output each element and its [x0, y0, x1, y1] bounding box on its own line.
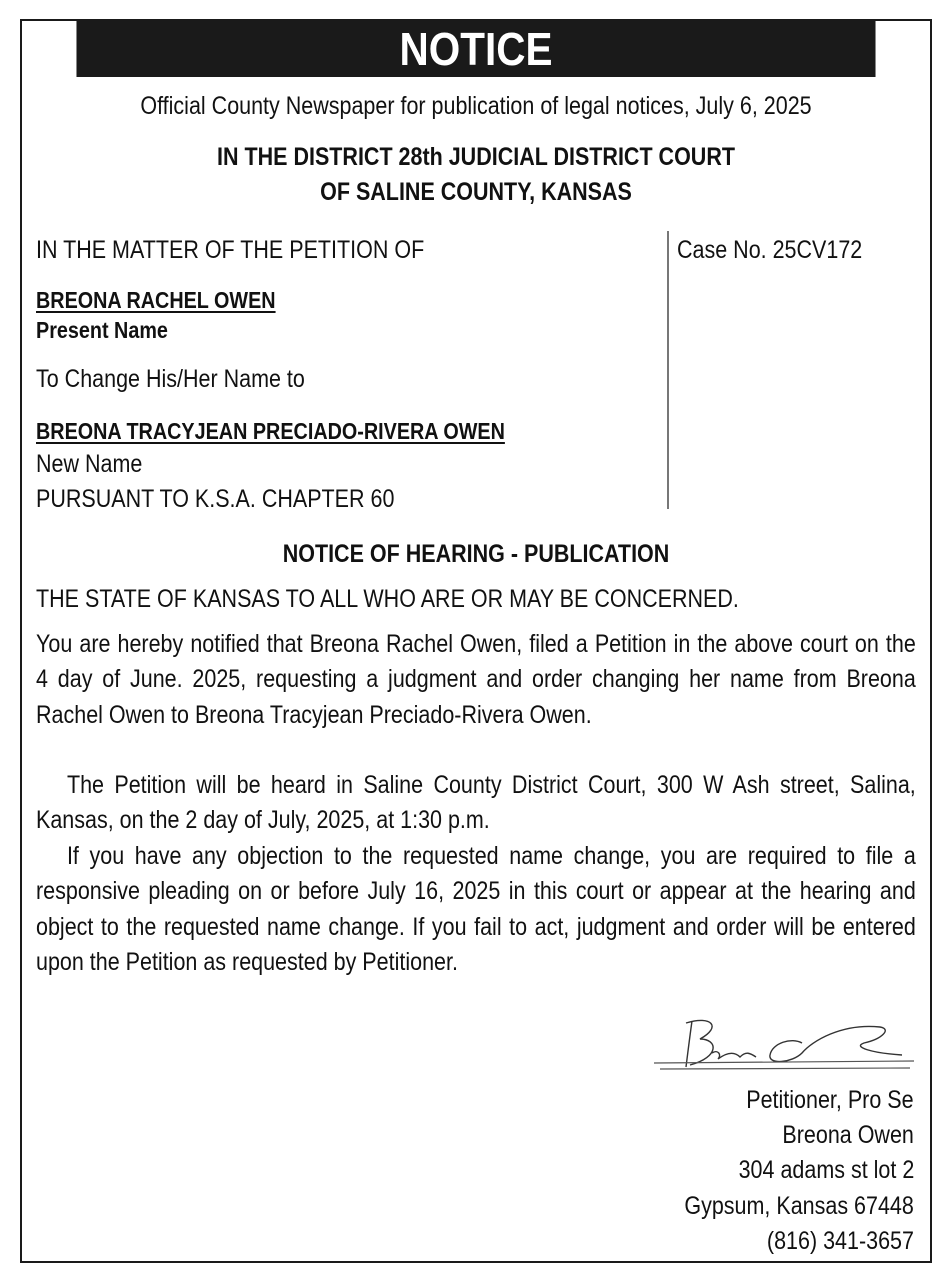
case-number: Case No. 25CV172	[677, 236, 863, 264]
caption-divider	[667, 231, 669, 509]
hearing-title: NOTICE OF HEARING - PUBLICATION	[282, 540, 670, 568]
present-name-label: Present Name	[36, 317, 168, 343]
state-line: THE STATE OF KANSAS TO ALL WHO ARE OR MAY BE CONCERNED.	[36, 585, 739, 613]
notice-paragraph-1: You are hereby notified that Breona Rachel Owen, filed a Petition in the above court on the 4 day of June. 2025, requesting a judgment and order changing her name from Breona Rachel Owen to Breona Tracyjean Preciado-Rivera Owen.	[36, 630, 916, 729]
pursuant-line: PURSUANT TO K.S.A. CHAPTER 60	[36, 485, 395, 513]
signature-address-line-2: Gypsum, Kansas 67448	[684, 1192, 914, 1220]
signature-role: Petitioner, Pro Se	[746, 1086, 914, 1114]
present-name-value: BREONA RACHEL OWEN	[36, 287, 276, 313]
change-name-text: To Change His/Her Name to	[36, 365, 305, 393]
notice-banner-title: NOTICE	[76, 21, 875, 77]
matter-line: IN THE MATTER OF THE PETITION OF	[36, 236, 425, 264]
signature-phone: (816) 341-3657	[766, 1227, 914, 1255]
court-name-line-2: OF SALINE COUNTY, KANSAS	[320, 178, 632, 206]
signature-address-line-1: 304 adams st lot 2	[738, 1156, 914, 1184]
signature-name: Breona Owen	[782, 1121, 914, 1149]
notice-paragraph-3: If you have any objection to the requested name change, you are required to file a responsive pleading on or before July 16, 2025 in this court or appear at the hearing and object to the requested name change. If you fail to act, judgment and order will be entered upon the Petition as requested by Petitioner.	[36, 842, 916, 976]
handwritten-signature	[652, 1013, 917, 1077]
new-name-label: New Name	[36, 450, 143, 478]
notice-frame	[20, 19, 932, 1263]
notice-paragraph-2: The Petition will be heard in Saline County District Court, 300 W Ash street, Salina, Kansas, on the 2 day of July, 2025, at 1:30 p.m.	[36, 771, 916, 835]
publication-line: Official County Newspaper for publication of legal notices, July 6, 2025	[140, 92, 812, 120]
new-name-value: BREONA TRACYJEAN PRECIADO-RIVERA OWEN	[36, 418, 505, 444]
court-name-line-1: IN THE DISTRICT 28th JUDICIAL DISTRICT COURT	[216, 143, 736, 171]
